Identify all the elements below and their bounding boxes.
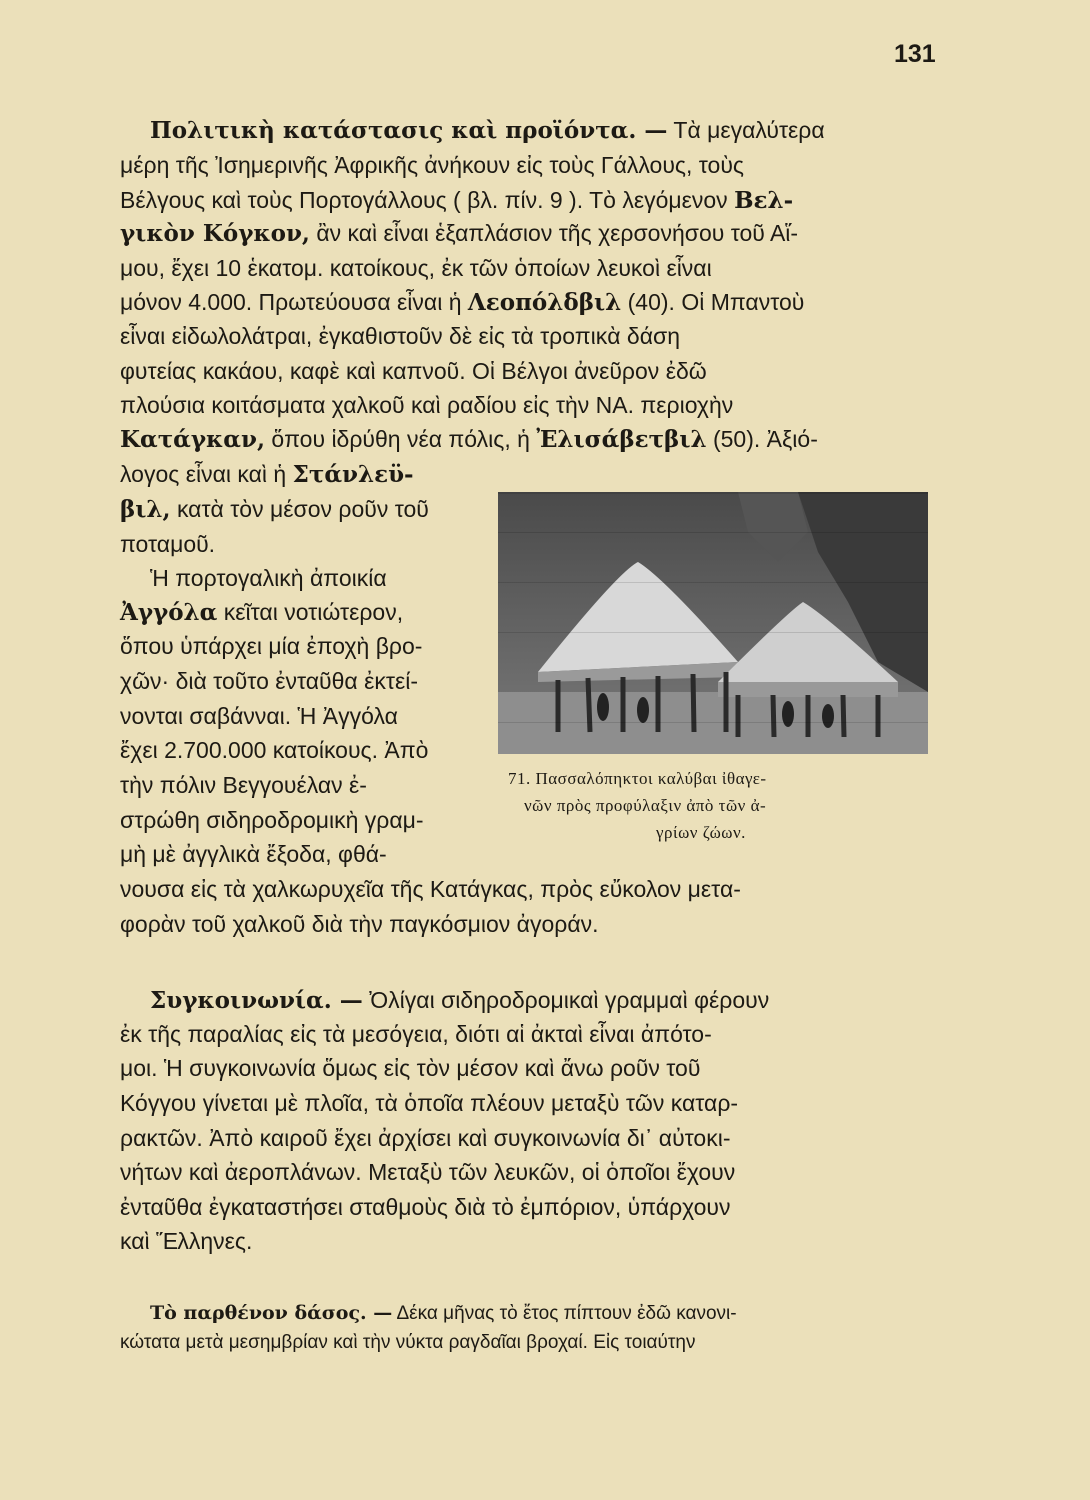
transport-heading: Συγκοινωνία. — (150, 987, 363, 1014)
politics-line: Ἀγγόλα κεῖται νοτιώτερον, (120, 599, 404, 626)
politics-line: φορὰν τοῦ χαλκοῦ διὰ τὴν παγκόσμιον ἀγοράν. (120, 911, 599, 937)
politics-line: τὴν πόλιν Βεγγουέλαν ἐ- (120, 772, 367, 798)
caption-line: νῶν πρὸς προφύλαξιν ἀπὸ τῶν ἀ- (524, 796, 767, 815)
transport-line: ρακτῶν. Ἀπὸ καιροῦ ἔχει ἀρχίσει καὶ συγκοινωνία δι᾽ αὐτοκι- (120, 1125, 731, 1151)
transport-line: νήτων καὶ ἀεροπλάνων. Μεταξὺ τῶν λευκῶν, οἱ ὁποῖοι ἔχουν (120, 1159, 736, 1185)
transport-line: Κόγγου γίνεται μὲ πλοῖα, τὰ ὁποῖα πλέουν μεταξὺ τῶν καταρ- (120, 1090, 739, 1116)
caption-line: γρίων ζώων. (656, 823, 746, 842)
transport-line: καὶ Ἕλληνες. (120, 1228, 253, 1254)
politics-line: μὴ μὲ ἀγγλικὰ ἔξοδα, φθά- (120, 841, 387, 867)
politics-line: ἔχει 2.700.000 κατοίκους. Ἀπὸ (120, 737, 429, 763)
politics-line: Πολιτικὴ κατάστασις καὶ προϊόντα. — Τὰ μεγαλύτερα (150, 117, 825, 144)
politics-line: χῶν· διὰ τοῦτο ἐνταῦθα ἐκτεί- (120, 668, 418, 694)
caption-line: 71. Πασσαλόπηκτοι καλύβαι ἰθαγε- (508, 769, 767, 788)
politics-line: Κατάγκαν, ὅπου ἱδρύθη νέα πόλις, ἡ Ἐλισάβετβιλ (50). Ἀξιό- (120, 426, 818, 453)
politics-heading: Πολιτικὴ κατάστασις καὶ προϊόντα. — (150, 117, 668, 144)
huts-photograph (498, 492, 928, 754)
politics-line: γικὸν Κόγκον, ἂν καὶ εἶναι ἑξαπλάσιον τῆς χερσονήσου τοῦ Αἵ- (120, 220, 799, 247)
transport-line: ἐνταῦθα ἐγκαταστήσει σταθμοὺς διὰ τὸ ἐμπόριον, ὑπάρχουν (120, 1194, 731, 1220)
politics-line: μου, ἔχει 10 ἑκατομ. κατοίκους, ἐκ τῶν ὁποίων λευκοὶ εἶναι (120, 255, 712, 281)
politics-line: πλούσια κοιτάσματα χαλκοῦ καὶ ραδίου εἰς τὴν ΝΑ. περιοχὴν (120, 392, 734, 418)
politics-line: στρώθη σιδηροδρομικὴ γραμ- (120, 807, 424, 833)
politics-line: μόνον 4.000. Πρωτεύουσα εἶναι ἡ Λεοπόλδβιλ (40). Οἱ Μπαντοὺ (120, 289, 805, 316)
transport-line: Συγκοινωνία. — Ὀλίγαι σιδηροδρομικαὶ γραμμαὶ φέρουν (150, 987, 770, 1014)
politics-line: ποταμοῦ. (120, 531, 216, 557)
politics-line: Βέλγους καὶ τοὺς Πορτογάλλους ( βλ. πίν. 9 ). Τὸ λεγόμενον Βελ- (120, 187, 794, 214)
transport-line: μοι. Ἡ συγκοινωνία ὅμως εἰς τὸν μέσον καὶ ἄνω ροῦν τοῦ (120, 1055, 701, 1081)
transport-line: ἐκ τῆς παραλίας εἰς τὰ μεσόγεια, διότι αἱ ἀκταὶ εἶναι ἀπότο- (120, 1021, 712, 1047)
politics-line: λογος εἶναι καὶ ἡ Στάνλεϋ- (120, 461, 414, 488)
politics-line: εἶναι εἰδωλολάτραι, ἐγκαθιστοῦν δὲ εἰς τὰ τροπικὰ δάση (120, 323, 680, 349)
page-number: 131 (894, 40, 936, 68)
politics-line: νουσα εἰς τὰ χαλκωρυχεῖα τῆς Κατάγκας, πρὸς εὔκολον μετα- (120, 876, 741, 902)
politics-line: νονται σαβάνναι. Ἡ Ἀγγόλα (120, 703, 398, 729)
forest-line: Τὸ παρθένον δάσος. — Δέκα μῆνας τὸ ἔτος πίπτουν ἐδῶ κανονι- (150, 1302, 737, 1324)
huts-illustration (498, 492, 928, 754)
politics-line: ὅπου ὑπάρχει μία ἐποχὴ βρο- (120, 633, 423, 659)
politics-line: φυτείας κακάου, καφὲ καὶ καπνοῦ. Οἱ Βέλγοι ἀνεῦρον ἐδῶ (120, 358, 707, 384)
politics-line: βιλ, κατὰ τὸν μέσον ροῦν τοῦ (120, 496, 429, 523)
forest-line: κώτατα μετὰ μεσημβρίαν καὶ τὴν νύκτα ραγδαῖαι βροχαί. Εἰς τοιαύτην (120, 1332, 696, 1353)
forest-heading: Τὸ παρθένον δάσος. — (150, 1302, 393, 1324)
politics-line: Ἡ πορτογαλικὴ ἀποικία (150, 565, 387, 591)
politics-line: μέρη τῆς Ἰσημερινῆς Ἀφρικῆς ἀνήκουν εἰς τοὺς Γάλλους, τοὺς (120, 152, 744, 178)
